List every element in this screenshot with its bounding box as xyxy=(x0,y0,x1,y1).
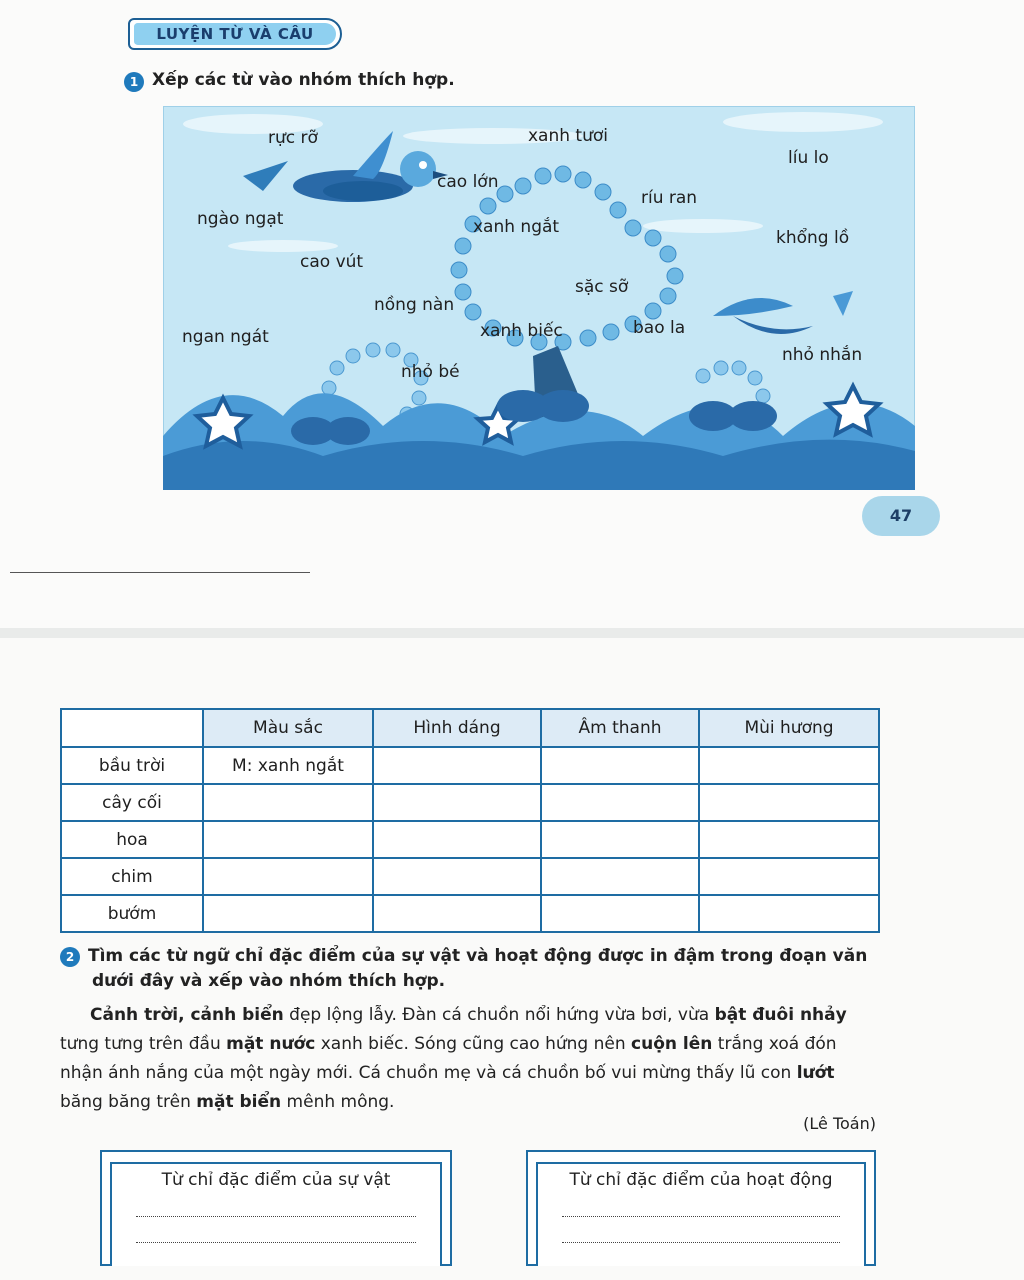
table-row xyxy=(61,784,879,821)
bold-phrase: bật đuôi nhảy xyxy=(714,1005,847,1025)
table-cell[interactable] xyxy=(699,784,879,821)
answer-box-things xyxy=(100,1150,452,1266)
word-nho-nhan: nhỏ nhắn xyxy=(782,345,863,365)
table-row xyxy=(61,895,879,932)
passage-text: trắng xoá đón nhận ánh nắng của một ngày mới. Cá chuồn mẹ và cá chuồn bố vui mừng thấy lũ con xyxy=(60,1034,837,1083)
page-number: 47 xyxy=(862,496,940,536)
passage-text: băng băng trên xyxy=(60,1092,197,1112)
table-cell[interactable] xyxy=(203,858,373,895)
answer-line[interactable] xyxy=(136,1242,416,1243)
word-riu-ran: ríu ran xyxy=(641,188,698,208)
exercise-2-prompt xyxy=(88,944,888,994)
table-header-mui-huong: Mùi hương xyxy=(699,709,879,747)
table-cell[interactable] xyxy=(699,895,879,932)
table-cell[interactable] xyxy=(541,747,699,784)
bold-phrase: Cảnh trời, cảnh biển xyxy=(90,1005,284,1025)
passage-text: xanh biếc. Sóng cũng cao hứng nên xyxy=(315,1034,632,1054)
table-cell[interactable] xyxy=(373,895,541,932)
word-xanh-tuoi: xanh tươi xyxy=(528,126,608,146)
passage-text: tưng tưng trên đầu xyxy=(60,1034,227,1054)
table-row xyxy=(61,821,879,858)
table-header-hinh-dang: Hình dáng xyxy=(373,709,541,747)
table-header-am-thanh: Âm thanh xyxy=(541,709,699,747)
table-header-corner xyxy=(61,709,203,747)
word-liu-lo: líu lo xyxy=(788,148,829,168)
answer-line[interactable] xyxy=(562,1242,840,1243)
page-bottom-rule xyxy=(10,572,310,573)
table-cell[interactable] xyxy=(699,747,879,784)
bold-phrase: lướt xyxy=(796,1063,835,1083)
table-cell[interactable] xyxy=(541,858,699,895)
exercise-2-prompt-line1: Tìm các từ ngữ chỉ đặc điểm của sự vật và hoạt động được in đậm trong đoạn văn xyxy=(88,946,868,966)
word-sac-so: sặc sỡ xyxy=(575,277,629,297)
word-khong-lo: khổng lồ xyxy=(776,228,850,248)
word-xanh-ngat: xanh ngắt xyxy=(473,217,560,237)
bold-phrase: mặt biển xyxy=(196,1092,282,1112)
exercise-2-number: 2 xyxy=(60,947,80,967)
page-gap xyxy=(0,628,1024,638)
classification-table xyxy=(60,708,880,933)
reading-passage xyxy=(60,1001,880,1117)
passage-author: (Lê Toán) xyxy=(803,1114,876,1133)
word-nong-nan: nồng nàn xyxy=(374,295,455,315)
table-cell[interactable] xyxy=(699,858,879,895)
row-label: cây cối xyxy=(61,784,203,821)
answer-box-label: Từ chỉ đặc điểm của sự vật xyxy=(161,1170,391,1190)
table-cell[interactable] xyxy=(541,895,699,932)
word-cao-lon: cao lớn xyxy=(437,172,499,192)
answer-box-label: Từ chỉ đặc điểm của hoạt động xyxy=(569,1170,833,1190)
row-label: bầu trời xyxy=(61,747,203,784)
answer-box-frame xyxy=(110,1162,442,1266)
table-cell[interactable] xyxy=(373,747,541,784)
answer-box-frame xyxy=(536,1162,866,1266)
word-bao-la: bao la xyxy=(633,318,686,338)
bold-phrase: cuộn lên xyxy=(631,1034,713,1054)
table-cell[interactable] xyxy=(373,821,541,858)
bold-phrase: mặt nước xyxy=(226,1034,316,1054)
word-ngan-ngat: ngan ngát xyxy=(182,327,269,347)
table-cell[interactable] xyxy=(699,821,879,858)
table-cell[interactable] xyxy=(541,821,699,858)
table-cell[interactable] xyxy=(203,821,373,858)
table-cell[interactable] xyxy=(373,784,541,821)
table-cell[interactable] xyxy=(203,895,373,932)
exercise-1-prompt: Xếp các từ vào nhóm thích hợp. xyxy=(152,70,455,90)
table-row xyxy=(61,858,879,895)
word-xanh-biec: xanh biếc xyxy=(480,321,563,341)
word-ruc-ro: rực rỡ xyxy=(268,128,318,148)
section-header-badge xyxy=(128,18,342,50)
table-cell[interactable]: M: xanh ngắt xyxy=(203,747,373,784)
answer-line[interactable] xyxy=(136,1216,416,1217)
exercise-1-number: 1 xyxy=(124,72,144,92)
word-cao-vut: cao vút xyxy=(300,252,364,272)
passage-text: mênh mông. xyxy=(281,1092,395,1112)
table-cell[interactable] xyxy=(541,784,699,821)
exercise-2-prompt-line2: dưới đây và xếp vào nhóm thích hợp. xyxy=(92,971,446,991)
table-row xyxy=(61,747,879,784)
table-cell[interactable] xyxy=(373,858,541,895)
answer-line[interactable] xyxy=(562,1216,840,1217)
passage-text: đẹp lộng lẫy. Đàn cá chuồn nổi hứng vừa bơi, vừa xyxy=(283,1005,715,1025)
illustration-scene xyxy=(163,106,915,490)
row-label: bướm xyxy=(61,895,203,932)
section-title: LUYỆN TỪ VÀ CÂU xyxy=(134,23,336,45)
row-label: hoa xyxy=(61,821,203,858)
word-ngao-ngat: ngào ngạt xyxy=(197,209,284,229)
word-nho-be: nhỏ bé xyxy=(401,362,460,382)
row-label: chim xyxy=(61,858,203,895)
answer-box-activities xyxy=(526,1150,876,1266)
table-header-mau-sac: Màu sắc xyxy=(203,709,373,747)
table-cell[interactable] xyxy=(203,784,373,821)
table-header-row xyxy=(61,709,879,747)
